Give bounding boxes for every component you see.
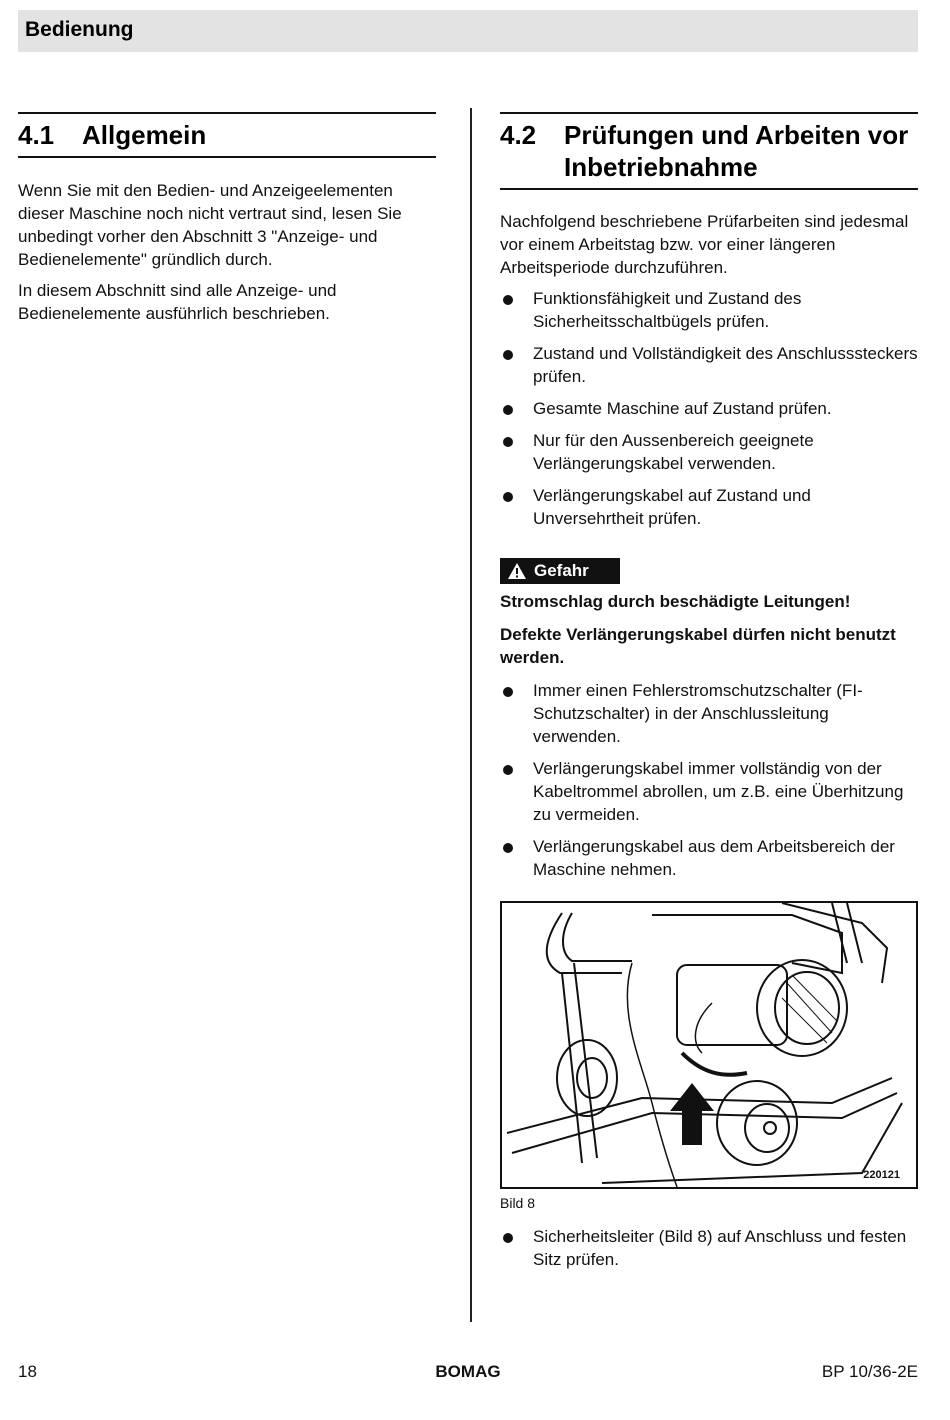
list-item: Verlängerungskabel auf Zustand und Unversehrtheit prüfen.	[500, 484, 918, 530]
section-checks	[500, 112, 918, 1280]
figure-caption: Bild 8	[500, 1195, 536, 1211]
list-item: Verlängerungskabel immer vollständig von der Kabeltrommel abrollen, um z.B. eine Überhitzung zu vermeiden.	[500, 757, 918, 826]
list-item: Funktionsfähigkeit und Zustand des Sicherheitsschaltbügels prüfen.	[500, 287, 918, 333]
check-list	[500, 287, 918, 530]
header-bar	[18, 10, 918, 52]
list-item: Nur für den Aussenbereich geeignete Verlängerungskabel verwenden.	[500, 429, 918, 475]
danger-headline: Stromschlag durch beschädigte Leitungen!	[500, 592, 851, 611]
danger-label-text: Gefahr	[534, 561, 589, 580]
header-title: Bedienung	[25, 18, 134, 41]
figure-number: 220121	[863, 1169, 900, 1181]
section-title: Allgemein	[82, 120, 207, 150]
page-footer	[18, 1362, 918, 1386]
section-general	[18, 112, 436, 333]
list-item: Gesamte Maschine auf Zustand prüfen.	[500, 397, 918, 420]
section-number: 4.2	[500, 120, 537, 150]
danger-label	[500, 558, 620, 584]
intro-paragraph: Nachfolgend beschriebene Prüfarbeiten sind jedesmal vor einem Arbeitstag bzw. vor einer längeren Arbeitsperiode durchzuführen.	[500, 212, 909, 277]
warning-triangle-icon	[500, 562, 534, 580]
section-heading	[500, 112, 918, 190]
column-divider	[470, 108, 472, 1322]
list-item: Sicherheitsleiter (Bild 8) auf Anschluss und festen Sitz prüfen.	[500, 1225, 918, 1271]
model-number: BP 10/36-2E	[821, 1362, 918, 1381]
machine-illustration	[500, 901, 918, 1189]
paragraph: Wenn Sie mit den Bedien- und Anzeigeelementen dieser Maschine noch nicht vertraut sind, lesen Sie unbedingt vorher den Abschnitt 3 "Anzeige- und Bedienelemente" gründlich durch.	[18, 181, 402, 269]
final-list	[500, 1225, 918, 1271]
list-item: Zustand und Vollständigkeit des Anschlusssteckers prüfen.	[500, 342, 918, 388]
paragraph: In diesem Abschnitt sind alle Anzeige- und Bedienelemente ausführlich beschrieben.	[18, 281, 337, 323]
section-heading	[18, 112, 436, 158]
danger-list	[500, 679, 918, 881]
danger-statement: Defekte Verlängerungskabel dürfen nicht benutzt werden.	[500, 625, 896, 667]
section-number: 4.1	[18, 120, 55, 150]
list-item: Immer einen Fehlerstromschutzschalter (FI-Schutzschalter) in der Anschlussleitung verwenden.	[500, 679, 918, 748]
list-item: Verlängerungskabel aus dem Arbeitsbereich der Maschine nehmen.	[500, 835, 918, 881]
section-title: Prüfungen und Arbeiten vor Inbetriebnahme	[564, 120, 909, 182]
page-number: 18	[18, 1362, 37, 1381]
brand-name: BOMAG	[435, 1362, 501, 1381]
